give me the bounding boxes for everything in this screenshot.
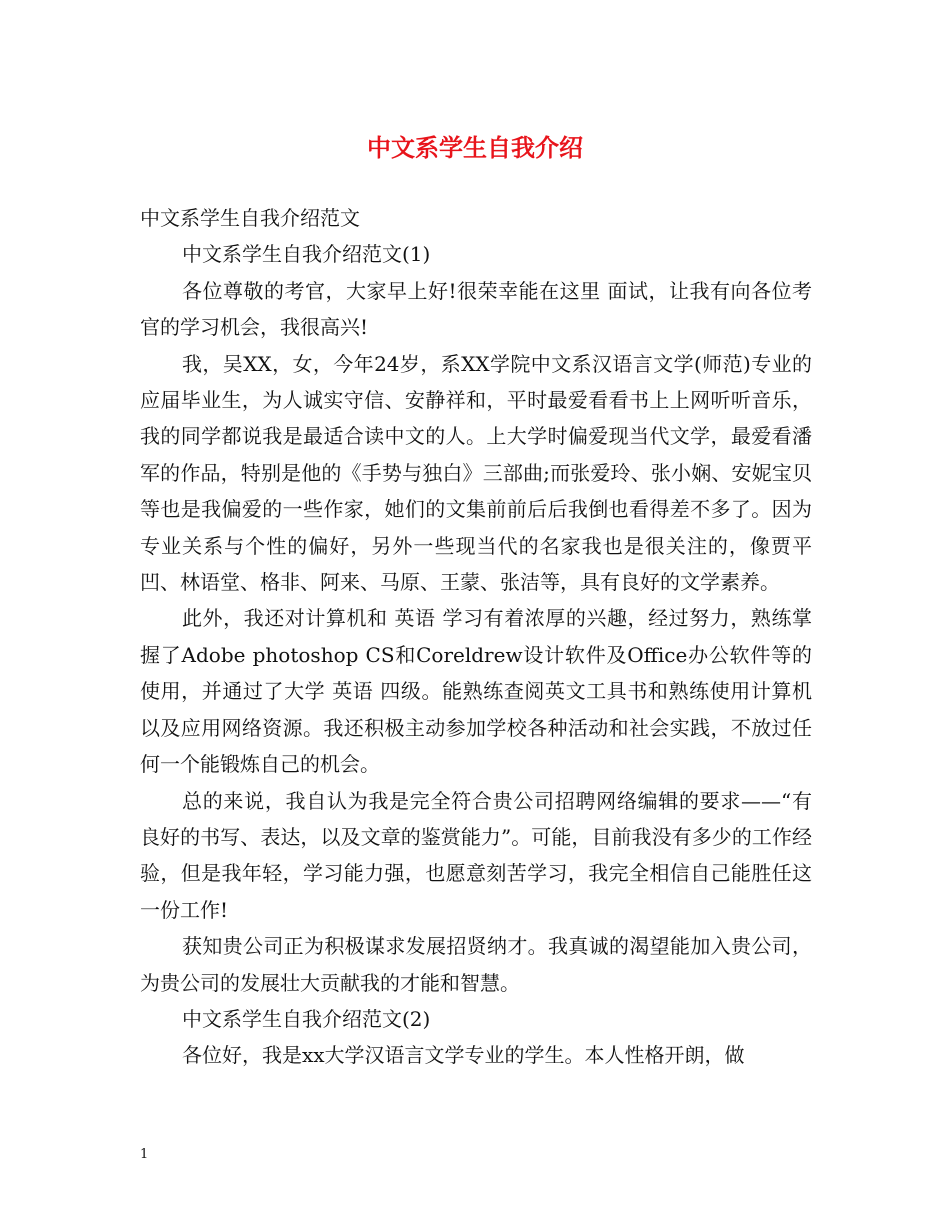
paragraph: 各位尊敬的考官，大家早上好!很荣幸能在这里 面试，让我有向各位考官的学习机会，我很高兴! — [140, 278, 812, 340]
subsection-heading: 中文系学生自我介绍范文(2) — [182, 1006, 431, 1031]
subsection-heading: 中文系学生自我介绍范文(1) — [182, 242, 431, 267]
paragraph: 我，吴XX，女，今年24岁，系XX学院中文系汉语言文学(师范)专业的应届毕业生，为人诚实守信、安静祥和，平时最爱看看书上上网听听音乐，我的同学都说我是最适合读中文的人。上大学时偏爱现当代文学，最爱看潘军的作品，特别是他的《手势与独白》三部曲;而张爱玲、张小娴、安妮宝贝等也是我偏爱的一些作家，她们的文集前前后后我倒也看得差不多了。因为专业关系与个性的偏好，另外一些现当代的名家我也是很关注的，像贾平凹、林语堂、格非、阿来、马原、王蒙、张洁等，具有良好的文学素养。 — [140, 351, 812, 595]
section-heading: 中文系学生自我介绍范文 — [140, 206, 360, 230]
paragraph: 获知贵公司正为积极谋求发展招贤纳才。我真诚的渴望能加入贵公司，为贵公司的发展壮大贡献我的才能和智慧。 — [140, 934, 812, 995]
document-body — [140, 200, 812, 1074]
document-title: 中文系学生自我介绍 — [367, 133, 583, 162]
paragraph: 各位好，我是xx大学汉语言文学专业的学生。本人性格开朗，做 — [182, 1043, 745, 1068]
paragraph: 总的来说，我自认为我是完全符合贵公司招聘网络编辑的要求——“有良好的书写、表达，以及文章的鉴赏能力”。可能，目前我没有多少的工作经验，但是我年轻，学习能力强，也愿意刻苦学习，我完全相信自己能胜任这一份工作! — [140, 788, 812, 922]
paragraph: 此外，我还对计算机和 英语 学习有着浓厚的兴趣，经过努力，熟练掌握了Adobe photoshop CS和Coreldrew设计软件及Office办公软件等的使用，并通过了大学 英语 四级。能熟练查阅英文工具书和熟练使用计算机以及应用网络资源。我还积极主动参加学校各种活动和社会实践，不放过任何一个能锻炼自己的机会。 — [140, 606, 812, 777]
page-number: 1 — [140, 1147, 149, 1162]
